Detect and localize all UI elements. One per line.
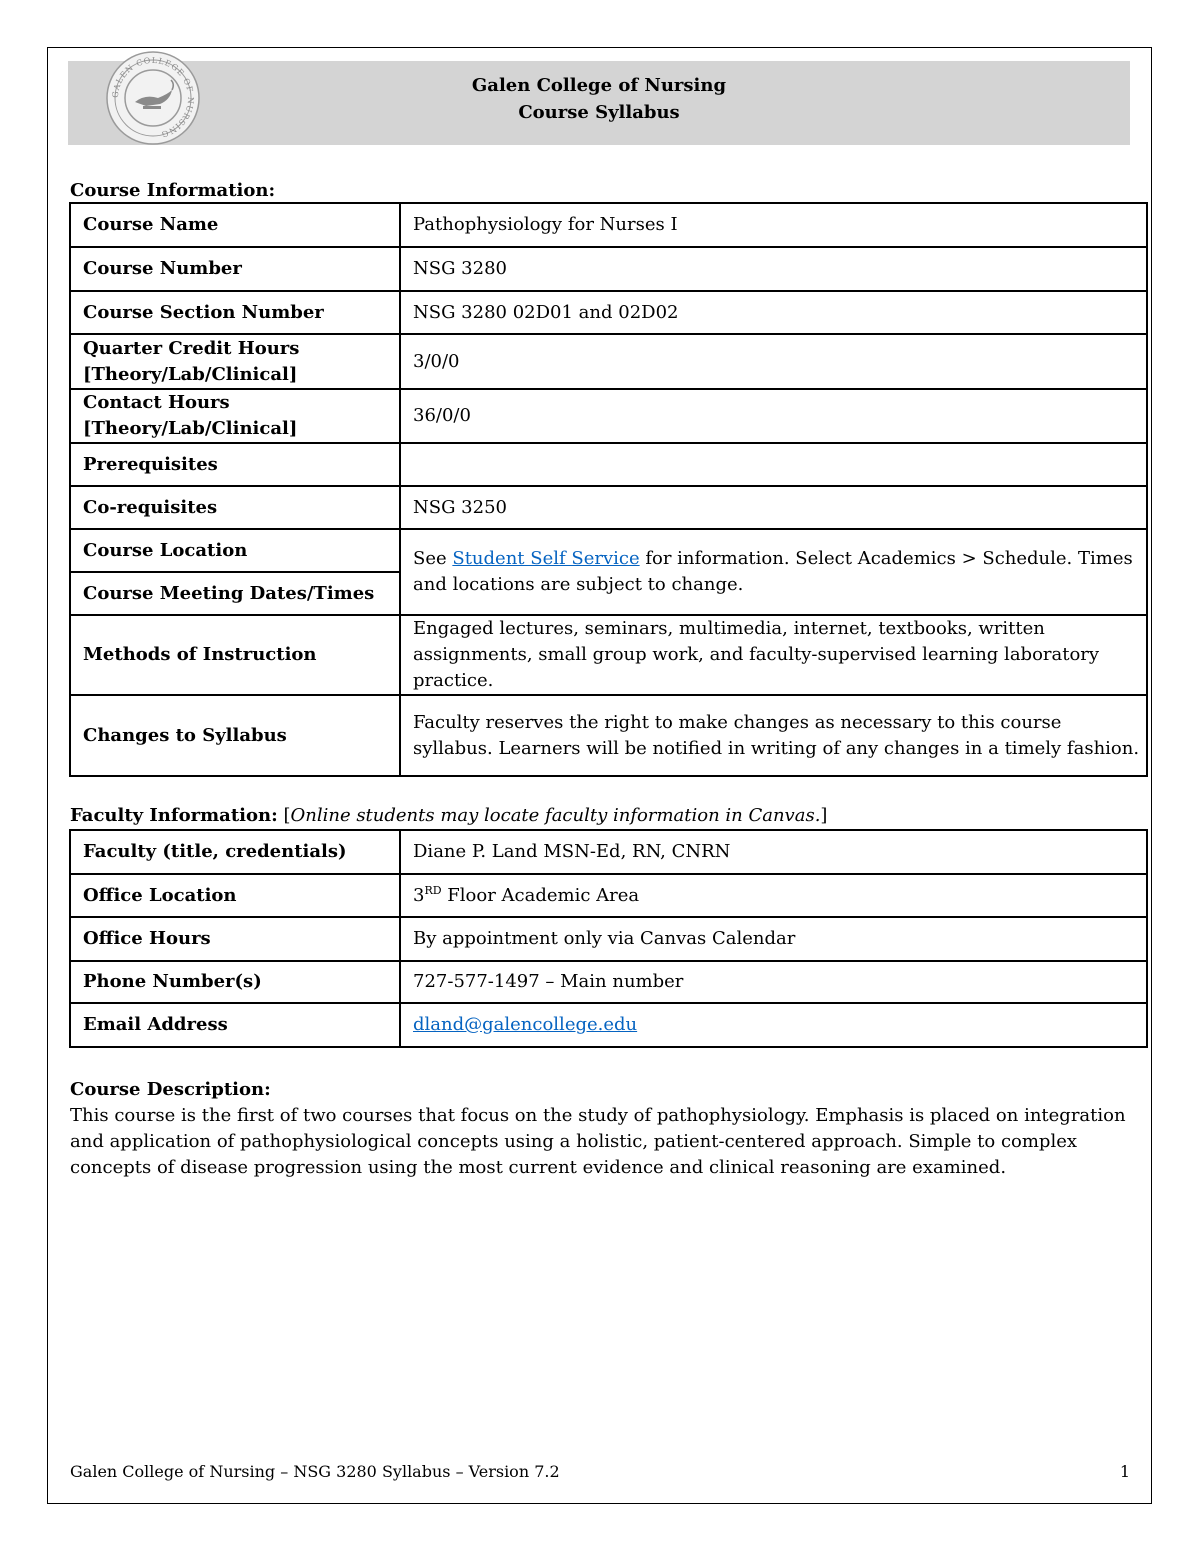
course-information-table (69, 202, 1148, 777)
row-label: Course Name (70, 203, 400, 247)
faculty-note-open: [ (277, 805, 291, 826)
table-row (70, 917, 1147, 961)
row-value: 727-577-1497 – Main number (400, 961, 1147, 1003)
row-value (400, 874, 1147, 917)
floor-text: Floor Academic Area (441, 884, 640, 906)
location-suffix: for information. Select Academics > Schedule. Times and locations are subject to change. (413, 548, 1133, 595)
row-value: NSG 3250 (400, 486, 1147, 529)
location-prefix: See (413, 548, 453, 569)
table-row (70, 830, 1147, 874)
row-value: 36/0/0 (400, 389, 1147, 443)
floor-suffix: RD (424, 883, 442, 897)
row-value: Diane P. Land MSN-Ed, RN, CNRN (400, 830, 1147, 874)
header-title (68, 72, 1130, 126)
row-value: 3/0/0 (400, 334, 1147, 389)
faculty-note: Online students may locate faculty information in Canvas. (290, 805, 821, 826)
course-meeting-label: Course Meeting Dates/Times (70, 572, 400, 615)
methods-label: Methods of Instruction (70, 615, 400, 695)
row-value: Pathophysiology for Nurses I (400, 203, 1147, 247)
faculty-heading-text: Faculty Information: (70, 805, 278, 826)
page-number: 1 (1119, 1462, 1130, 1481)
course-description-heading: Course Description: (70, 1079, 271, 1100)
location-schedule-value (400, 529, 1147, 615)
changes-value: Faculty reserves the right to make changes as necessary to this course syllabus. Learners will be notified in writing of any changes in a timely fashion. (400, 695, 1147, 776)
table-row (70, 443, 1147, 486)
row-value (400, 1003, 1147, 1047)
svg-text:GALEN COLLEGE OF NURSING: GALEN COLLEGE OF NURSING (110, 55, 196, 140)
table-row (70, 486, 1147, 529)
row-value (400, 443, 1147, 486)
course-location-label: Course Location (70, 529, 400, 572)
table-row (70, 291, 1147, 334)
table-row (70, 1003, 1147, 1047)
faculty-information-table (69, 829, 1148, 1048)
floor-number: 3 (413, 884, 425, 906)
table-row (70, 247, 1147, 291)
row-label: Prerequisites (70, 443, 400, 486)
faculty-information-heading (70, 805, 827, 826)
changes-label: Changes to Syllabus (70, 695, 400, 776)
table-row (70, 695, 1147, 776)
document-title: Course Syllabus (518, 102, 680, 123)
table-row (70, 961, 1147, 1003)
table-row (70, 615, 1147, 695)
methods-value: Engaged lectures, seminars, multimedia, internet, textbooks, written assignments, small group work, and faculty-supervised learning laboratory practice. (400, 615, 1147, 695)
row-value: NSG 3280 (400, 247, 1147, 291)
college-name: Galen College of Nursing (471, 75, 727, 96)
table-row (70, 334, 1147, 389)
row-label: Contact Hours [Theory/Lab/Clinical] (70, 389, 400, 443)
email-link[interactable]: dland@galencollege.edu (413, 1014, 638, 1035)
row-label: Phone Number(s) (70, 961, 400, 1003)
table-row (70, 389, 1147, 443)
row-label: Quarter Credit Hours [Theory/Lab/Clinical] (70, 334, 400, 389)
row-label: Co-requisites (70, 486, 400, 529)
faculty-note-close: ] (820, 805, 828, 826)
course-description-text: This course is the first of two courses that focus on the study of pathophysiology. Emphasis is placed on integration and application of pathophysiological concepts using a holistic, patient-centered approach. Simple to complex concepts of disease progression using the most current evidence and clinical reasoning are examined. (70, 1105, 1126, 1178)
table-row (70, 203, 1147, 247)
course-description (70, 1077, 1130, 1181)
table-row (70, 874, 1147, 917)
row-label: Office Location (70, 874, 400, 917)
footer-text: Galen College of Nursing – NSG 3280 Syllabus – Version 7.2 (70, 1462, 560, 1481)
row-value: By appointment only via Canvas Calendar (400, 917, 1147, 961)
row-value: NSG 3280 02D01 and 02D02 (400, 291, 1147, 334)
row-label: Course Number (70, 247, 400, 291)
row-label: Email Address (70, 1003, 400, 1047)
row-label: Faculty (title, credentials) (70, 830, 400, 874)
table-row (70, 529, 1147, 572)
course-information-heading: Course Information: (70, 180, 276, 201)
row-label: Course Section Number (70, 291, 400, 334)
row-label: Office Hours (70, 917, 400, 961)
student-self-service-link[interactable]: Student Self Service (452, 548, 640, 569)
page-footer (70, 1462, 1130, 1481)
